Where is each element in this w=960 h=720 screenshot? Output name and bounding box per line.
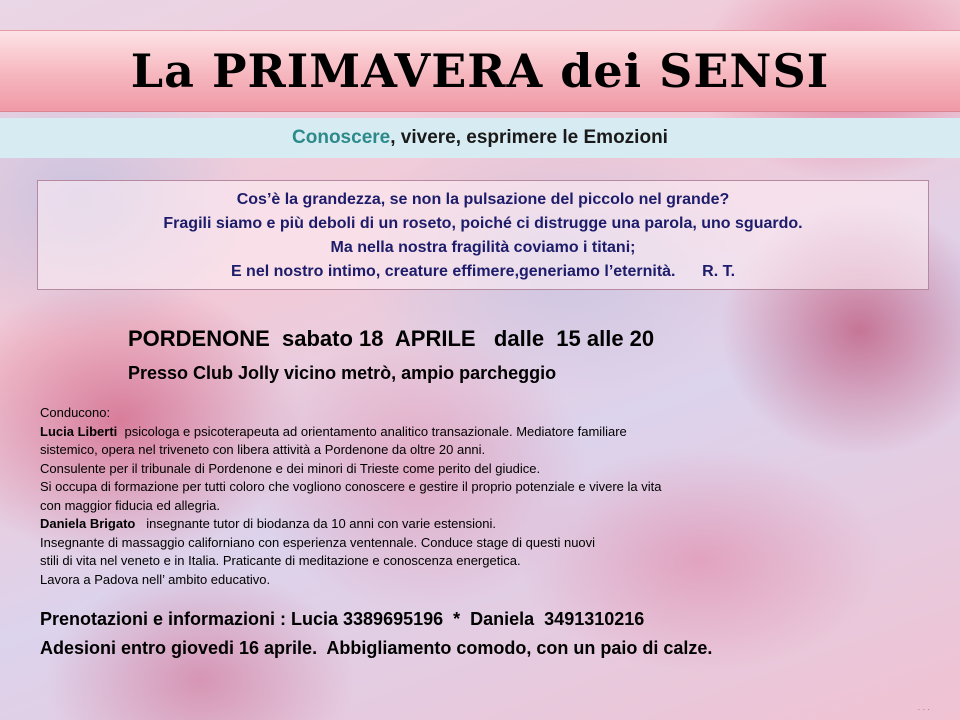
quote-line: E nel nostro intimo, creature effimere,generiamo l’eternità. R. T. bbox=[230, 263, 736, 280]
quote-line: Ma nella nostra fragilità coviamo i titani; bbox=[330, 239, 636, 256]
quote-line: Cos’è la grandezza, se non la pulsazione del piccolo nel grande? bbox=[236, 191, 730, 208]
subtitle-highlight: Conoscere bbox=[292, 127, 391, 148]
details-line: sistemico, opera nel triveneto con libera attività a Pordenone da oltre 20 anni. bbox=[40, 442, 486, 457]
subtitle-band bbox=[0, 118, 960, 158]
details-line bbox=[40, 515, 940, 534]
event-venue-line: Presso Club Jolly vicino metrò, ampio parcheggio bbox=[128, 363, 557, 383]
title-banner bbox=[0, 30, 960, 112]
booking-info-line: Prenotazioni e informazioni : Lucia 3389695196 * Daniela 3491310216 bbox=[40, 609, 645, 629]
details-line: Si occupa di formazione per tutti coloro che vogliono conoscere e gestire il proprio potenziale e vivere la vita bbox=[40, 479, 662, 494]
host-name-lucia: Lucia Liberti bbox=[40, 423, 118, 439]
quote-box bbox=[37, 180, 929, 290]
watermark-mark: · · · bbox=[917, 705, 930, 714]
details-line: stili di vita nel veneto e in Italia. Praticante di meditazione e conoscenza energetica. bbox=[40, 553, 521, 568]
details-heading: Conducono: bbox=[40, 405, 111, 420]
details-line: Consulente per il tribunale di Pordenone e dei minori di Trieste come perito del giudice. bbox=[40, 460, 541, 476]
details-line: con maggior fiducia ed allegria. bbox=[40, 497, 220, 513]
details-line bbox=[40, 423, 940, 442]
subtitle-text: , vivere, esprimere le Emozioni bbox=[390, 127, 668, 148]
page-title: La PRIMAVERA dei SENSI bbox=[130, 44, 830, 98]
enrollment-info-line: Adesioni entro giovedi 16 aprile. Abbigliamento comodo, con un paio di calze. bbox=[40, 638, 713, 658]
details-line: Lavora a Padova nell’ ambito educativo. bbox=[40, 571, 271, 587]
event-date-line: PORDENONE sabato 18 APRILE dalle 15 alle 20 bbox=[128, 326, 655, 351]
host-bio-text: insegnante tutor di biodanza da 10 anni con varie estensioni. bbox=[135, 516, 496, 531]
details-line: Insegnante di massaggio californiano con esperienza ventennale. Conduce stage di questi nuovi bbox=[40, 534, 596, 550]
host-bio-text: psicologa e psicoterapeuta ad orientamento analitico transazionale. Mediatore familiare bbox=[117, 423, 627, 439]
quote-line: Fragili siamo e più deboli di un roseto, poiché ci distrugge una parola, uno sguardo. bbox=[163, 215, 803, 232]
details-section bbox=[40, 404, 940, 589]
host-name-daniela: Daniela Brigato bbox=[40, 516, 136, 531]
